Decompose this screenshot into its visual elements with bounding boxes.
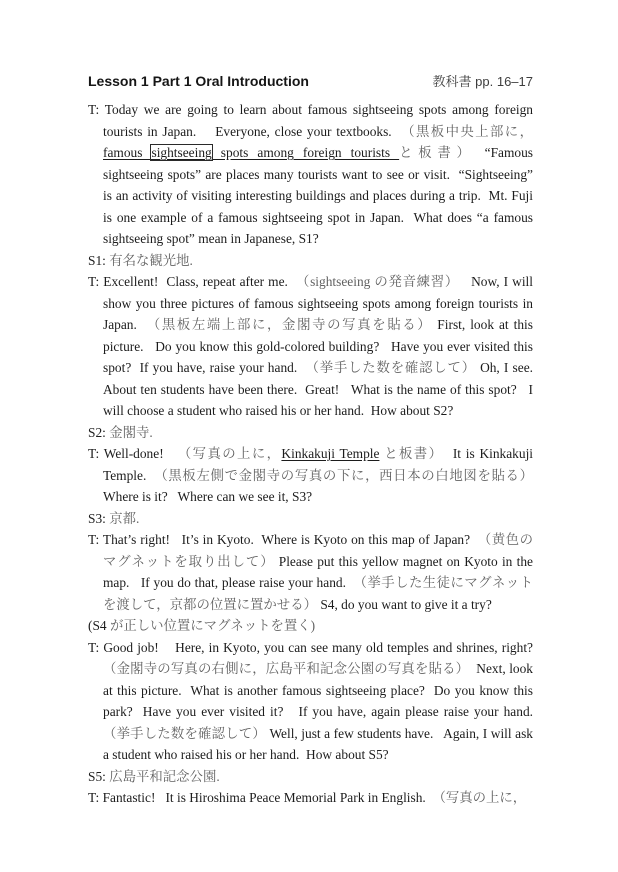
japanese-text: （写真の上に， bbox=[432, 790, 527, 805]
english-text: S4, do you want to give it a try? bbox=[316, 596, 492, 612]
japanese-text: （挙手した数を確認して） bbox=[103, 725, 266, 741]
speaker-label: S3: bbox=[88, 510, 110, 526]
japanese-text: と板書） bbox=[399, 145, 476, 160]
english-text: Next, look at this picture. What is another famous sightseeing place? Do you know this park? Have you ever visited it? If you have, again please raise your hand. bbox=[103, 661, 540, 719]
dialogue-paragraph bbox=[88, 615, 533, 637]
english-text: Now, I will show you three pictures of famous sightseeing spots among foreign tourists in Japan. bbox=[103, 274, 537, 332]
japanese-text: と板書） bbox=[379, 446, 444, 461]
dialogue-paragraph bbox=[88, 529, 537, 615]
textbook-page-ref: 教科書 pp. 16–17 bbox=[432, 74, 533, 89]
speaker-label: T: bbox=[88, 274, 104, 289]
japanese-text: （挙手した数を確認して） bbox=[305, 360, 476, 375]
dialogue-paragraph bbox=[88, 443, 537, 508]
english-text: First, look at this picture. Do you know this gold-colored building? Have you ever visited this spot? If you have, raise your hand. bbox=[103, 317, 537, 375]
japanese-text: （写真の上に， bbox=[177, 446, 282, 461]
english-text: Well-done! bbox=[103, 446, 178, 461]
english-text: Oh, I see. About ten students have been there. Great! What is the name of this spot? I will choose a student who raised his or her hand. How about S2? bbox=[103, 360, 540, 418]
document-header bbox=[88, 71, 533, 90]
speaker-label: S1: bbox=[88, 252, 110, 268]
japanese-text: 広島平和記念公園. bbox=[109, 768, 220, 784]
english-text: Fantastic! It is Hiroshima Peace Memorial Park in English. bbox=[102, 790, 433, 805]
japanese-text: 京都. bbox=[109, 510, 140, 526]
boxed-text: sightseeing bbox=[151, 145, 212, 160]
english-text: Excellent! Class, repeat after me. bbox=[103, 274, 296, 289]
dialogue-paragraph bbox=[88, 250, 533, 272]
japanese-text: （黒板左側で金閣寺の写真の下に，西日本の白地図を貼る） bbox=[154, 467, 533, 483]
dialogue-paragraph bbox=[88, 422, 533, 444]
speaker-label: T: bbox=[88, 532, 103, 547]
lesson-title: Lesson 1 Part 1 Oral Introduction bbox=[88, 73, 309, 89]
dialogue-paragraph bbox=[88, 637, 540, 766]
japanese-text: （黒板左端上部に，金閣寺の写真を貼る） bbox=[146, 317, 433, 332]
english-text: Well, just a few students have. Again, I will ask a student who raised his or her hand. How about S5? bbox=[103, 725, 537, 762]
dialogue-paragraph bbox=[88, 787, 533, 809]
english-text: That’s right! It’s in Kyoto. Where is Kyoto on this map of Japan? bbox=[102, 532, 478, 547]
english-text: Good job! Here, in Kyoto, you can see many old temples and shrines, right? bbox=[103, 639, 540, 655]
underlined-text: famous bbox=[103, 145, 152, 160]
english-text: “Famous sightseeing spots” are places many tourists want to see or visit. “Sightseeing” is an activity of visiting interesting buildings and places during a trip. Mt. Fuji is one example of a famous sightseeing spot in Japan. What does “a famous sightseeing spot” mean in Japanese, S1? bbox=[103, 145, 537, 246]
speaker-label: T: bbox=[88, 790, 103, 805]
japanese-text: 金閣寺. bbox=[109, 424, 153, 440]
japanese-text: （黄色のマグネットを取り出して） bbox=[103, 532, 533, 569]
speaker-label: T: bbox=[88, 102, 105, 117]
japanese-text: が正しい位置にマグネットを置く) bbox=[109, 618, 316, 633]
japanese-text: （挙手した生徒にマグネットを渡して，京都の位置に置かせる） bbox=[103, 575, 533, 612]
english-text: Where is it? Where can we see it, S3? bbox=[103, 467, 537, 504]
english-text: It is Kinkakuji Temple. bbox=[103, 446, 537, 483]
japanese-text: （金閣寺の写真の右側に，広島平和記念公園の写真を貼る） bbox=[103, 661, 470, 676]
speaker-label: T: bbox=[88, 639, 104, 655]
lesson-script bbox=[88, 99, 540, 809]
dialogue-paragraph bbox=[88, 99, 537, 250]
english-text: (S4 bbox=[88, 618, 110, 633]
english-text: Today we are going to learn about famous sightseeing spots among foreign tourists in Japan. Everyone, close your textbooks. bbox=[103, 102, 537, 139]
speaker-label: S5: bbox=[88, 768, 110, 784]
dialogue-paragraph bbox=[88, 271, 540, 422]
underlined-text: spots among foreign tourists bbox=[211, 145, 400, 160]
dialogue-paragraph bbox=[88, 508, 533, 530]
japanese-text: （sightseeing の発音練習） bbox=[295, 274, 459, 289]
speaker-label: T: bbox=[88, 446, 104, 461]
underlined-text: Kinkakuji Temple bbox=[281, 446, 380, 461]
dialogue-paragraph bbox=[88, 766, 533, 788]
english-text: Please put this yellow magnet on Kyoto in the map. If you do that, please raise your hand. bbox=[103, 553, 537, 590]
speaker-label: S2: bbox=[88, 424, 110, 440]
japanese-text: 有名な観光地. bbox=[109, 252, 193, 268]
japanese-text: （黒板中央上部に， bbox=[401, 123, 533, 139]
